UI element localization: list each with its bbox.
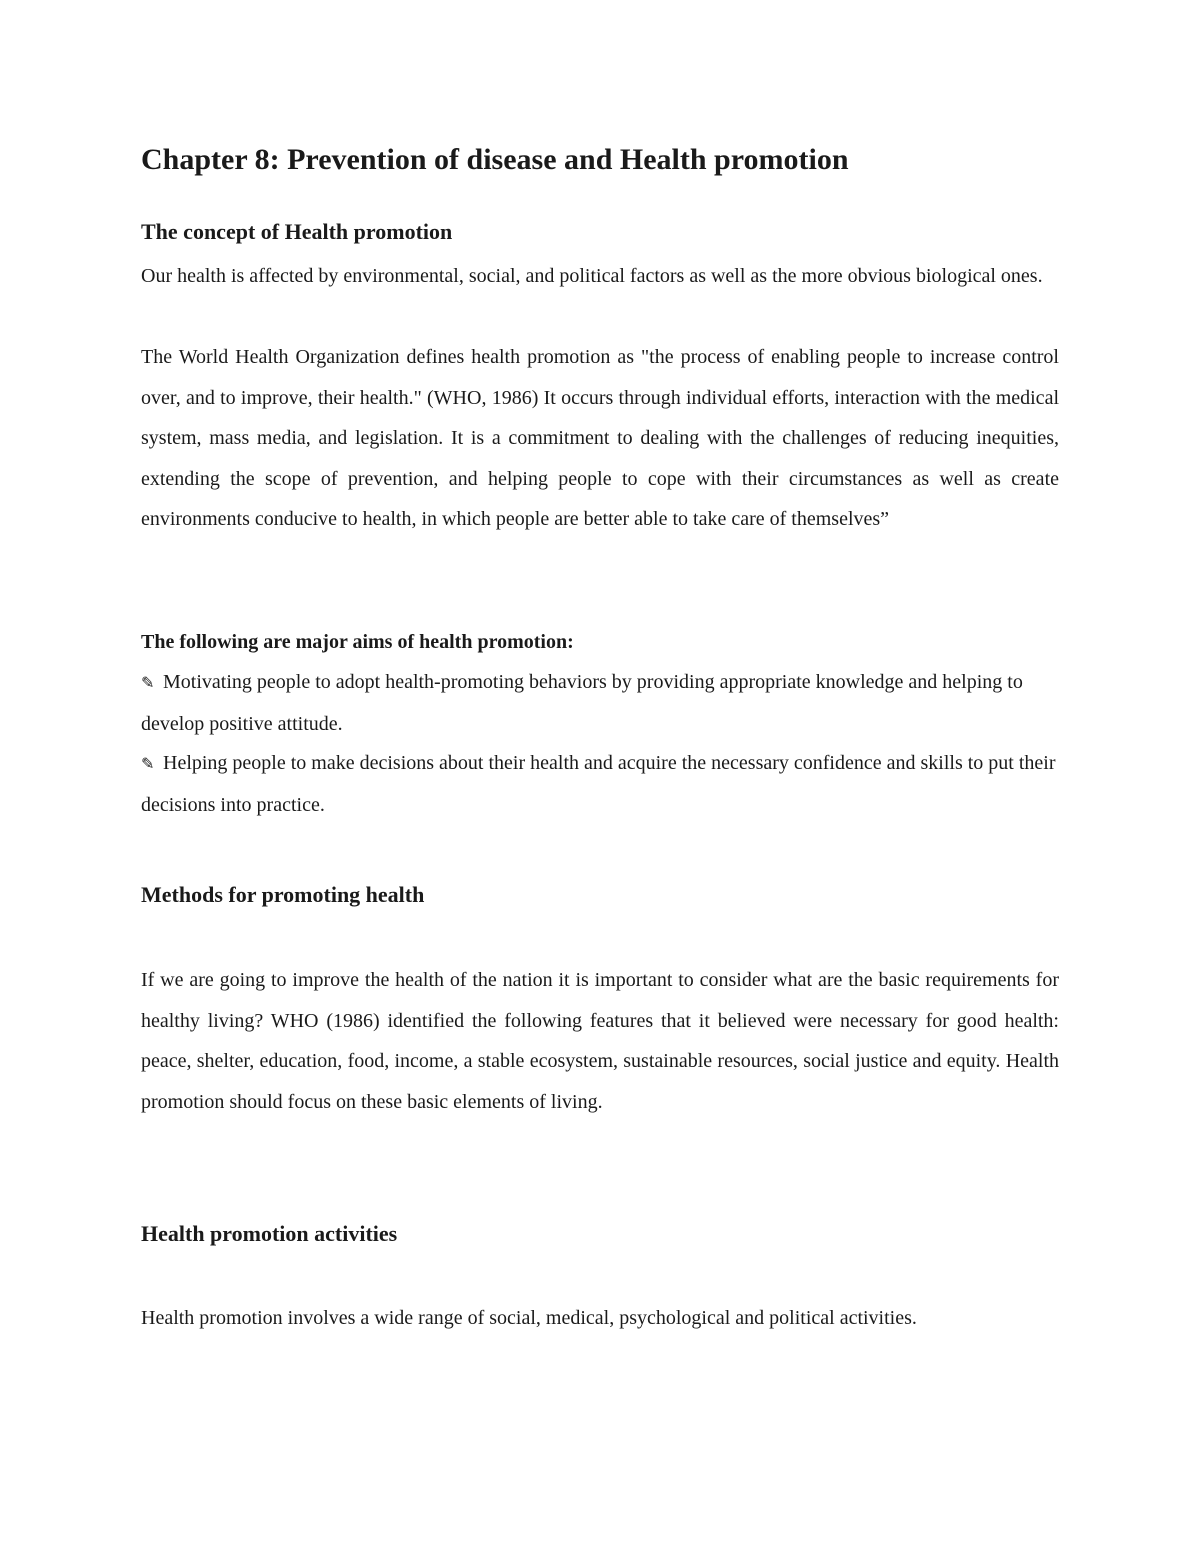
aims-bullet-item xyxy=(141,743,1059,825)
concept-paragraph-1: Our health is affected by environmental, social, and political factors as well as the more obvious biological ones. xyxy=(141,265,1043,287)
aims-heading: The following are major aims of health promotion: xyxy=(141,631,574,653)
activities-paragraph: Health promotion involves a wide range of social, medical, psychological and political activities. xyxy=(141,1307,917,1329)
methods-heading: Methods for promoting health xyxy=(141,882,425,907)
concept-paragraph-2: The World Health Organization defines health promotion as "the process of enabling people to increase control over, and to improve, their health." (WHO, 1986) It occurs through individual efforts, interaction with the medical system, mass media, and legislation. It is a commitment to dealing with the challenges of reducing inequities, extending the scope of prevention, and helping people to cope with their circumstances as well as create environments conducive to health, in which people are better able to take care of themselves” xyxy=(141,346,1059,530)
aims-bullet-item xyxy=(141,662,1059,744)
aims-bullet-text: Helping people to make decisions about their health and acquire the necessary confidence and skills to put their decisions into practice. xyxy=(141,752,1056,816)
aims-bullet-text: Motivating people to adopt health-promoting behaviors by providing appropriate knowledge and helping to develop positive attitude. xyxy=(141,671,1023,735)
methods-paragraph: If we are going to improve the health of the nation it is important to consider what are the basic requirements for healthy living? WHO (1986) identified the following features that it believed were necessary for good health: peace, shelter, education, food, income, a stable ecosystem, sustainable resources, social justice and equity. Health promotion should focus on these basic elements of living. xyxy=(141,969,1059,1113)
document-page xyxy=(141,0,1059,1553)
chapter-title: Chapter 8: Prevention of disease and Health promotion xyxy=(141,143,849,176)
concept-heading: The concept of Health promotion xyxy=(141,219,453,244)
bullet-icon: ✎ xyxy=(141,754,155,773)
activities-heading: Health promotion activities xyxy=(141,1221,398,1246)
bullet-icon: ✎ xyxy=(141,673,155,692)
